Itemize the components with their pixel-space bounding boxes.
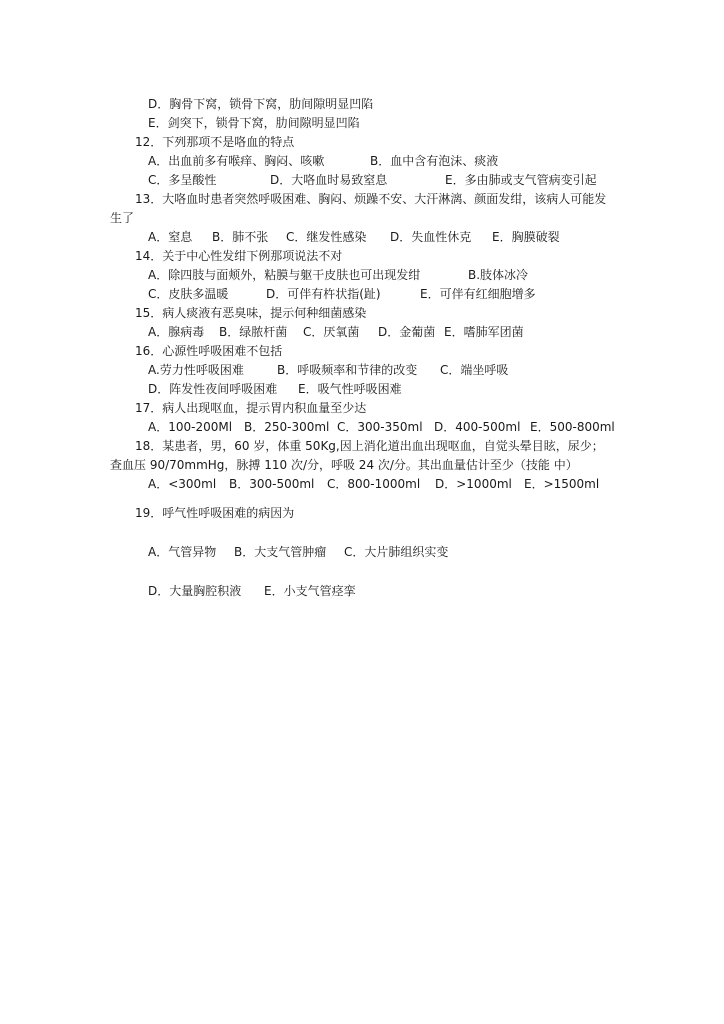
q13-stem: 13．大咯血时患者突然呼吸困难、胸闷、烦躁不安、大汗淋漓、颜面发绀，该病人可能发 [135,192,607,206]
q18-option-b: B．300-500ml [229,477,315,491]
q12-option-d: D．大咯血时易致窒息 [270,173,388,187]
q15-stem: 15．病人痰液有恶臭味，提示何种细菌感染 [135,306,367,320]
q17-stem-line [0,400,724,416]
q18-option-c: C．800-1000ml [327,477,421,491]
q17-stem: 17．病人出现呕血，提示胃内积血量至少达 [135,401,367,415]
q16-option-line [0,381,724,397]
q17-option-line [0,419,724,435]
q19-option-a: A．气管异物 [148,545,217,559]
q18-stem-line [0,438,724,454]
q14-option-c: C．皮肤多温暖 [148,287,229,301]
q12-stem-line [0,134,724,150]
q15-option-a: A．腺病毒 [148,325,205,339]
q18-stem-line [0,457,724,473]
q17-option-a: A．100-200Ml [148,420,233,434]
q12-option-a: A．出血前多有喉痒、胸闷、咳嗽 [148,154,325,168]
q19-option-d: D．大量胸腔积液 [148,584,242,598]
q15-option-d: D．金葡菌 [378,325,436,339]
q16-option-d: D．阵发性夜间呼吸困难 [148,382,278,396]
q14-option-b: B.肢体冰冷 [468,268,529,282]
q15-option-e: E．嗜肺军团菌 [444,325,524,339]
q19-stem-line [0,505,724,521]
q14-option-d: D．可伴有杵状指(趾) [266,287,381,301]
q11-option-e: E．剑突下，锁骨下窝，肋间隙明显凹陷 [148,116,360,130]
q19-option-c: C．大片肺组织实变 [344,545,449,559]
q14-option-e: E．可伴有红细胞增多 [420,287,536,301]
q14-option-line [0,267,724,283]
q18-option-e: E．>1500ml [524,477,600,491]
q16-option-b: B．呼吸频率和节律的改变 [277,363,418,377]
q17-option-b: B．250-300ml [244,420,330,434]
q15-stem-line [0,305,724,321]
q12-option-line [0,172,724,188]
q12-option-c: C．多呈酸性 [148,173,217,187]
q14-stem: 14．关于中心性发绀下例那项说法不对 [135,249,343,263]
q16-stem-line [0,343,724,359]
q14-stem-line [0,248,724,264]
q17-option-c: C．300-350ml [337,420,423,434]
q16-option-line [0,362,724,378]
q12-option-line [0,153,724,169]
q15-option-b: B．绿脓杆菌 [219,325,288,339]
q15-option-line [0,324,724,340]
q18-stem-continued: 查血压 90/70mmHg，脉搏 110 次/分，呼吸 24 次/分。其出血量估计至少（技能 中） [110,458,578,472]
q13-option-e: E．胸膜破裂 [492,230,560,244]
q16-option-e: E．吸气性呼吸困难 [298,382,402,396]
q11-option-line [0,96,724,112]
q13-stem-continued: 生了 [110,211,135,225]
q13-option-c: C．继发性感染 [286,230,367,244]
q18-option-d: D．>1000ml [435,477,512,491]
q18-stem: 18．某患者，男，60 岁，体重 50Kg,因上消化道出血出现呕血，自觉头晕目眩，尿少； [135,439,604,453]
q19-option-line [0,544,724,560]
q19-option-b: B．大支气管肿瘤 [234,545,327,559]
q17-option-e: E．500-800ml [530,420,615,434]
q17-option-d: D．400-500ml [434,420,521,434]
q12-stem: 12．下列那项不是咯血的特点 [135,135,295,149]
q11-option-line [0,115,724,131]
q14-option-line [0,286,724,302]
q13-option-a: A．窒息 [148,230,193,244]
q13-option-line [0,229,724,245]
q13-stem-line [0,210,724,226]
q16-stem: 16．心源性呼吸困难不包括 [135,344,283,358]
q19-option-line [0,583,724,599]
q16-option-c: C．端坐呼吸 [440,363,509,377]
q13-option-b: B．肺不张 [212,230,269,244]
q19-option-e: E．小支气管痉挛 [264,584,356,598]
q13-stem-line [0,191,724,207]
q19-stem: 19．呼气性呼吸困难的病因为 [135,506,295,520]
q18-option-line [0,476,724,492]
q12-option-b: B．血中含有泡沫、痰液 [370,154,499,168]
q12-option-e: E．多由肺或支气管病变引起 [445,173,597,187]
q11-option-d: D．胸骨下窝，锁骨下窝，肋间隙明显凹陷 [148,97,374,111]
q13-option-d: D．失血性休克 [390,230,472,244]
q15-option-c: C．厌氧菌 [303,325,360,339]
q14-option-a: A．除四肢与面颊外，粘膜与躯干皮肤也可出现发绀 [148,268,421,282]
q18-option-a: A．<300ml [148,477,217,491]
q16-option-a: A.劳力性呼吸困难 [148,363,244,377]
